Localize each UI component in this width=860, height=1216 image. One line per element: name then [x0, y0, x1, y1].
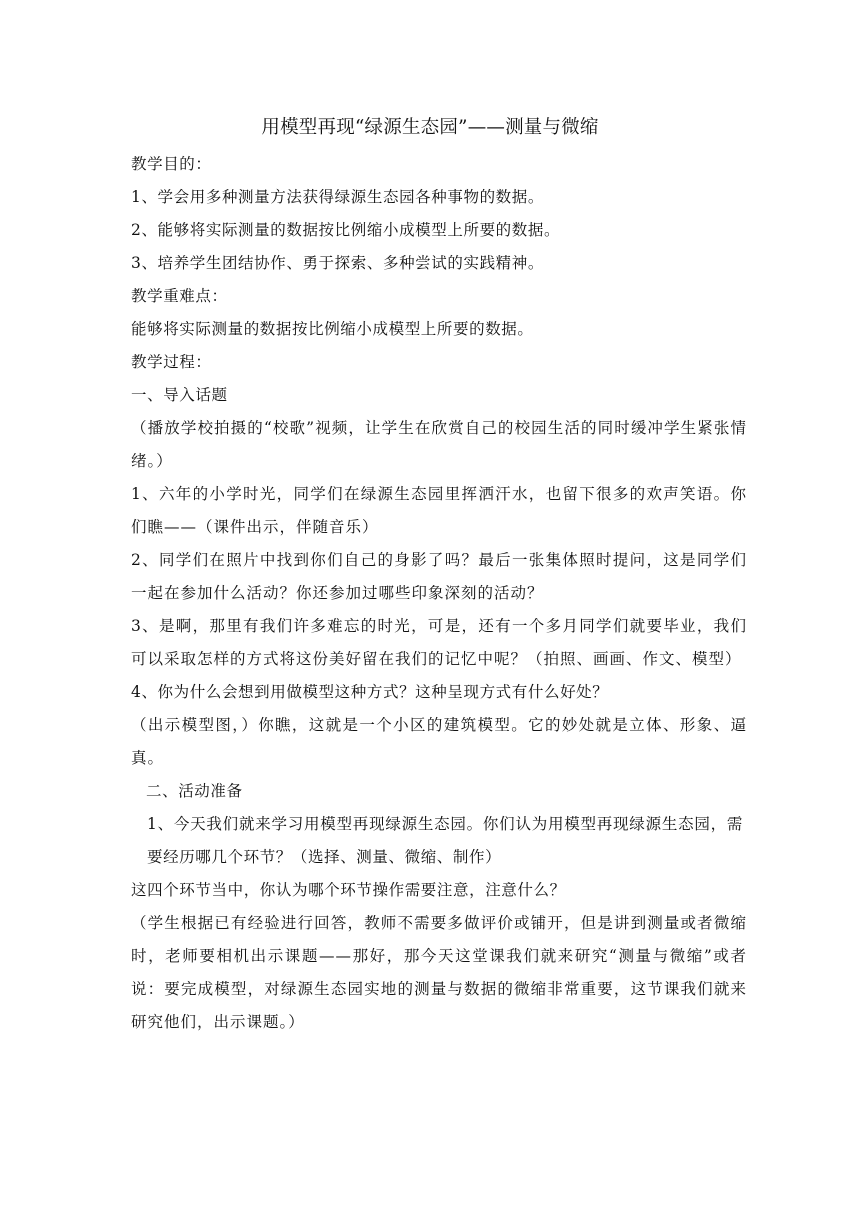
paragraph-key-points: 能够将实际测量的数据按比例缩小成模型上所要的数据。 [131, 320, 534, 338]
paragraph-section-2-heading: 二、活动准备 [146, 782, 243, 800]
paragraph-objective-1: 1、学会用多种测量方法获得绿源生态园各种事物的数据。 [131, 188, 544, 206]
paragraph-step-4: 4、你为什么会想到用做模型这种方式？这种呈现方式有什么好处？ [131, 683, 609, 701]
paragraph-activity-1: 1、今天我们就来学习用模型再现绿源生态园。你们认为用模型再现绿源生态园，需要经历哪几个环节？（选择、测量、微缩、制作） [147, 815, 743, 866]
paragraph-step-1: 1、六年的小学时光，同学们在绿源生态园里挥洒汗水，也留下很多的欢声笑语。你们瞧——（课件出示，伴随音乐） [131, 485, 747, 536]
document-body [0, 148, 860, 1039]
paragraph-model-note: （出示模型图，）你瞧，这就是一个小区的建筑模型。它的妙处就是立体、形象、逼真。 [131, 716, 747, 767]
paragraph-process-heading: 教学过程： [131, 353, 212, 371]
paragraph-activity-note: （学生根据已有经验进行回答，教师不需要多做评价或铺开，但是讲到测量或者微缩时，老师要相机出示课题——那好，那今天这堂课我们就来研究“测量与微缩”或者说：要完成模型，对绿源生态园实地的测量与数据的微缩非常重要，这节课我们就来研究他们，出示课题。） [131, 914, 747, 1031]
paragraph-activity-question: 这四个环节当中，你认为哪个环节操作需要注意，注意什么？ [131, 881, 566, 899]
paragraph-objective-2: 2、能够将实际测量的数据按比例缩小成模型上所要的数据。 [131, 221, 561, 239]
paragraph-video-note: （播放学校拍摄的“校歌”视频，让学生在欣赏自己的校园生活的同时缓冲学生紧张情绪。） [131, 419, 747, 470]
paragraph-section-1-heading: 一、导入话题 [131, 386, 228, 404]
paragraph-objectives-heading: 教学目的： [131, 155, 212, 173]
paragraph-objective-3: 3、培养学生团结协作、勇于探索、多种尝试的实践精神。 [131, 254, 544, 272]
paragraph-step-2: 2、同学们在照片中找到你们自己的身影了吗？最后一张集体照时提问，这是同学们一起在参加什么活动？你还参加过哪些印象深刻的活动？ [131, 551, 747, 602]
paragraph-step-3: 3、是啊，那里有我们许多难忘的时光，可是，还有一个多月同学们就要毕业，我们可以采取怎样的方式将这份美好留在我们的记忆中呢？（拍照、画画、作文、模型） [131, 617, 747, 668]
document-title: 用模型再现“绿源生态园”——测量与微缩 [261, 117, 599, 138]
paragraph-key-points-heading: 教学重难点： [131, 287, 228, 305]
